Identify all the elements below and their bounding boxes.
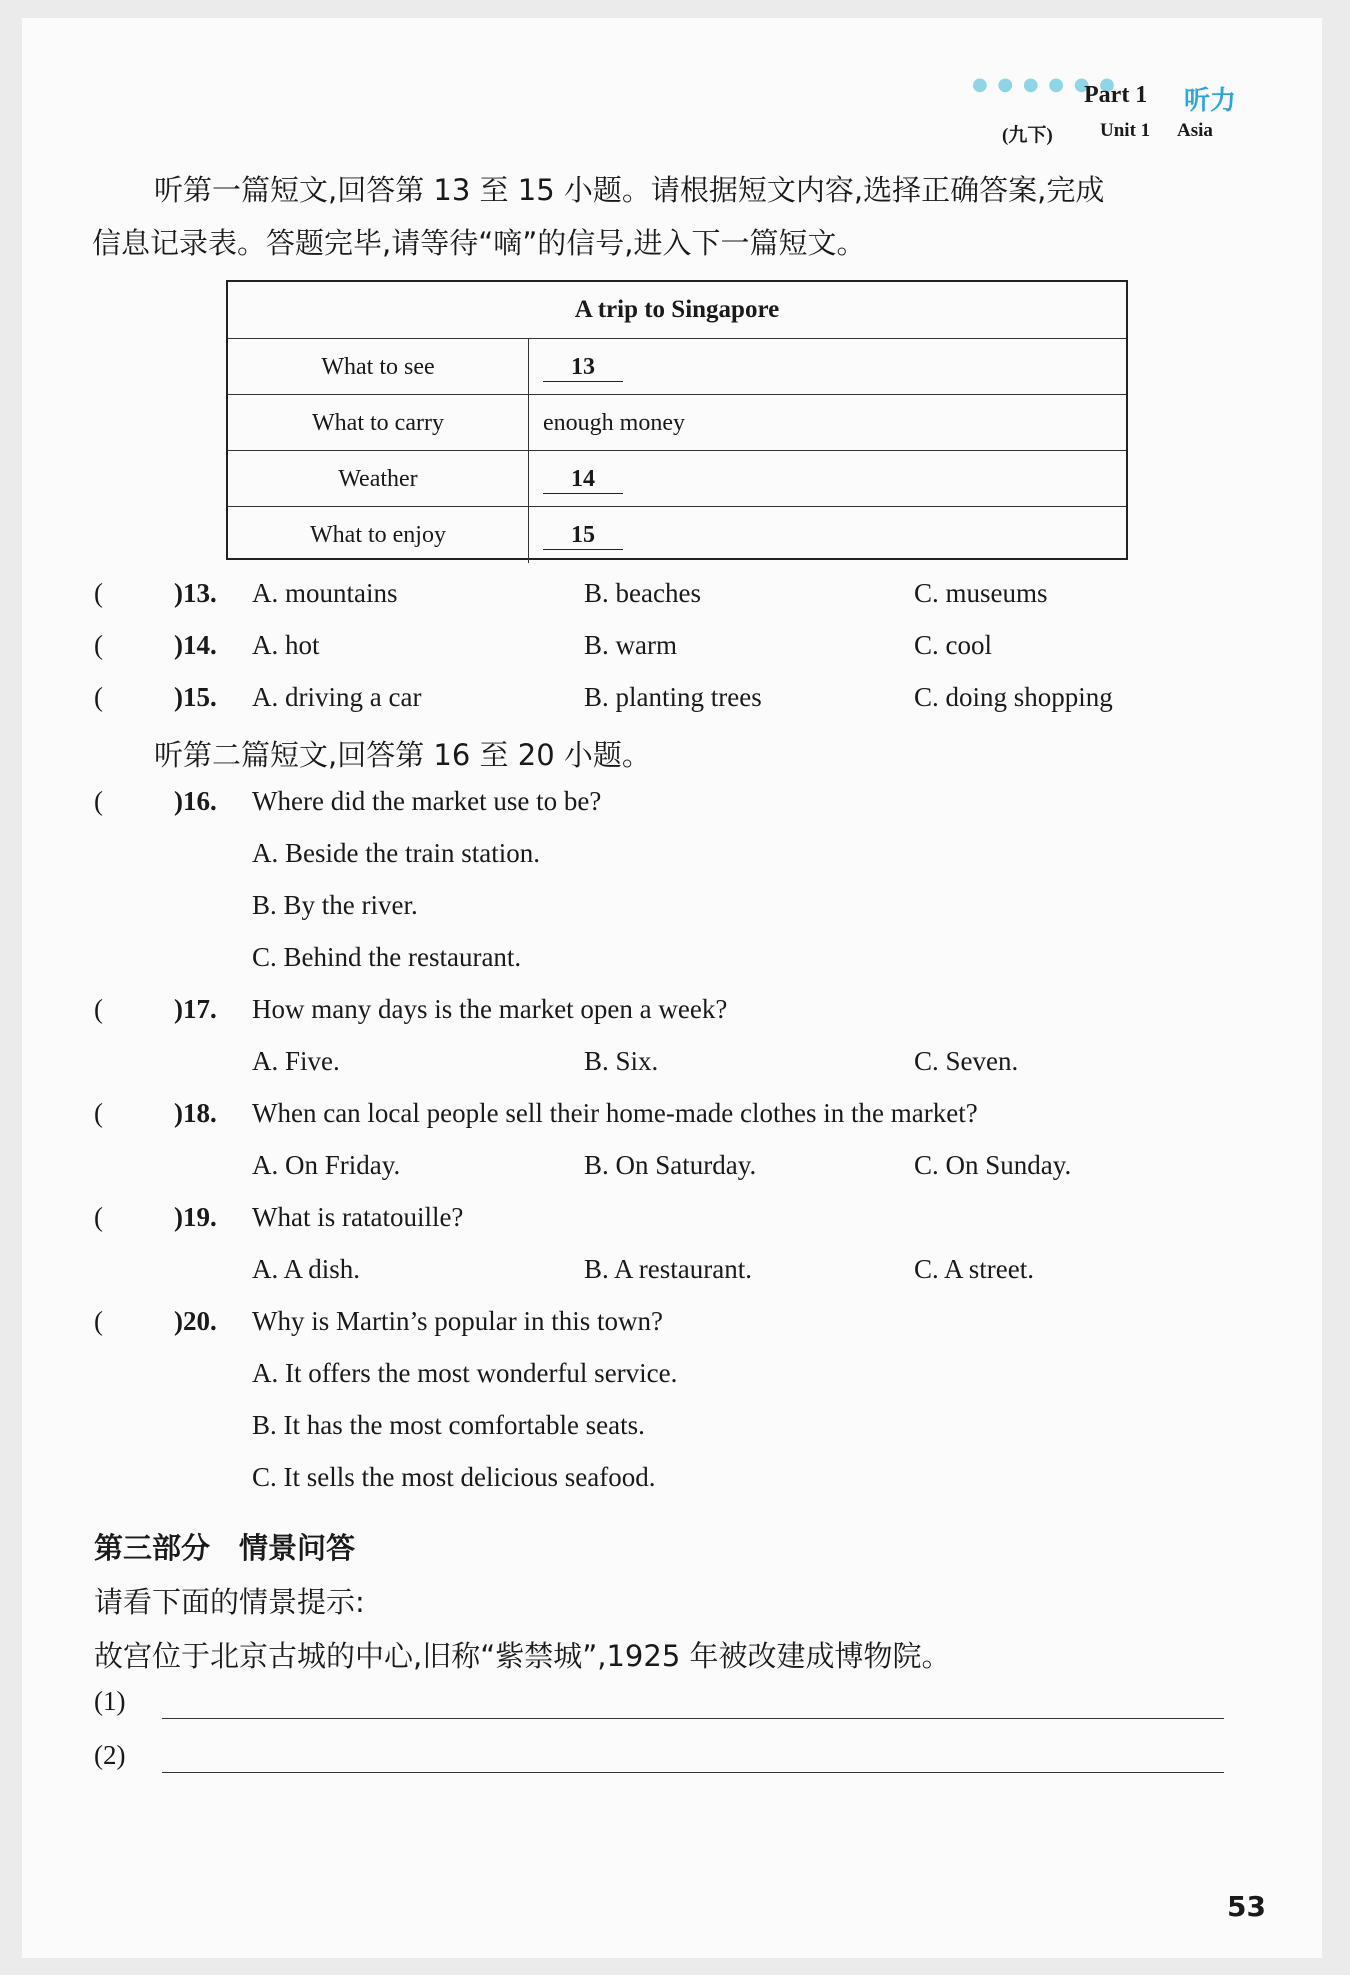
answer-paren[interactable]: (	[94, 786, 103, 816]
answer-blank[interactable]: 15	[543, 521, 623, 550]
answer-paren[interactable]: (	[94, 1202, 103, 1232]
option-c[interactable]: C. doing shopping	[914, 682, 1113, 712]
header-dots: ● ● ● ● ● ●	[972, 74, 1117, 95]
part3-title: 第三部分 情景问答	[94, 1531, 356, 1565]
option-b[interactable]: B. By the river.	[252, 890, 418, 920]
option-b[interactable]: B. Six.	[584, 1046, 659, 1076]
answer-line-1[interactable]	[162, 1718, 1224, 1719]
answer-paren[interactable]: (	[94, 994, 103, 1024]
table-caption: A trip to Singapore	[574, 296, 780, 323]
row-label: Weather	[338, 465, 418, 492]
option-a[interactable]: A. driving a car	[252, 682, 422, 712]
question-number: )16.	[174, 786, 217, 816]
part3-prompt: 请看下面的情景提示:	[94, 1585, 365, 1619]
row-value-text: enough money	[543, 409, 685, 436]
question-stem: Why is Martin’s popular in this town?	[252, 1306, 663, 1336]
question-number: )15.	[174, 682, 217, 712]
row-value	[528, 451, 1127, 507]
option-b[interactable]: B. beaches	[584, 578, 701, 608]
option-c[interactable]: C. cool	[914, 630, 992, 660]
answer-paren[interactable]: (	[94, 630, 103, 660]
option-b[interactable]: B. warm	[584, 630, 677, 660]
option-c[interactable]: C. It sells the most delicious seafood.	[252, 1462, 656, 1492]
answer-item-1-label: (1)	[94, 1686, 126, 1716]
question-number: )14.	[174, 630, 217, 660]
option-b[interactable]: B. A restaurant.	[584, 1254, 752, 1284]
answer-paren[interactable]: (	[94, 682, 103, 712]
intro1-line2: 信息记录表。答题完毕,请等待“嘀”的信号,进入下一篇短文。	[92, 226, 866, 260]
answer-paren[interactable]: (	[94, 578, 103, 608]
option-a[interactable]: A. A dish.	[252, 1254, 361, 1284]
table-row	[228, 506, 1126, 563]
row-value	[528, 507, 1127, 563]
info-table	[226, 280, 1128, 560]
option-b[interactable]: B. On Saturday.	[584, 1150, 757, 1180]
question-number: )13.	[174, 578, 217, 608]
question-stem: When can local people sell their home-made clothes in the market?	[252, 1098, 978, 1128]
option-a[interactable]: A. hot	[252, 630, 320, 660]
option-c[interactable]: C. Behind the restaurant.	[252, 942, 522, 972]
row-label: What to carry	[312, 409, 444, 436]
option-c[interactable]: C. On Sunday.	[914, 1150, 1072, 1180]
intro1-line1: 听第一篇短文,回答第 13 至 15 小题。请根据短文内容,选择正确答案,完成	[154, 173, 1105, 207]
question-number: )18.	[174, 1098, 217, 1128]
option-a[interactable]: A. mountains	[252, 578, 398, 608]
answer-blank[interactable]: 14	[543, 465, 623, 494]
answer-line-2[interactable]	[162, 1772, 1224, 1773]
answer-item-2-label: (2)	[94, 1740, 126, 1770]
table-row	[228, 338, 1126, 395]
option-a[interactable]: A. It offers the most wonderful service.	[252, 1358, 678, 1388]
answer-blank[interactable]: 13	[543, 353, 623, 382]
table-row	[228, 394, 1126, 451]
header-section: 听力	[1184, 86, 1237, 116]
intro2: 听第二篇短文,回答第 16 至 20 小题。	[154, 738, 651, 772]
page-number: 53	[1227, 1890, 1266, 1923]
header-unit-title: Asia	[1177, 120, 1213, 141]
option-c[interactable]: C. Seven.	[914, 1046, 1019, 1076]
header-unit: Unit 1	[1100, 120, 1151, 141]
answer-paren[interactable]: (	[94, 1098, 103, 1128]
option-a[interactable]: A. Beside the train station.	[252, 838, 540, 868]
row-value	[528, 395, 1127, 451]
header-grade: (九下)	[1002, 125, 1053, 146]
question-stem: Where did the market use to be?	[252, 786, 602, 816]
answer-paren[interactable]: (	[94, 1306, 103, 1336]
option-a[interactable]: A. On Friday.	[252, 1150, 401, 1180]
row-label: What to enjoy	[310, 521, 446, 548]
question-stem: How many days is the market open a week?	[252, 994, 728, 1024]
option-b[interactable]: B. planting trees	[584, 682, 762, 712]
header-part: Part 1	[1084, 82, 1148, 108]
question-stem: What is ratatouille?	[252, 1202, 464, 1232]
option-c[interactable]: C. museums	[914, 578, 1048, 608]
part3-scenario: 故宫位于北京古城的中心,旧称“紫禁城”,1925 年被改建成博物院。	[94, 1639, 951, 1673]
question-number: )20.	[174, 1306, 217, 1336]
question-number: )17.	[174, 994, 217, 1024]
option-b[interactable]: B. It has the most comfortable seats.	[252, 1410, 645, 1440]
row-value	[528, 339, 1127, 395]
option-c[interactable]: C. A street.	[914, 1254, 1034, 1284]
option-a[interactable]: A. Five.	[252, 1046, 340, 1076]
workbook-page	[22, 18, 1322, 1958]
row-label: What to see	[321, 353, 435, 380]
table-row	[228, 450, 1126, 507]
question-number: )19.	[174, 1202, 217, 1232]
